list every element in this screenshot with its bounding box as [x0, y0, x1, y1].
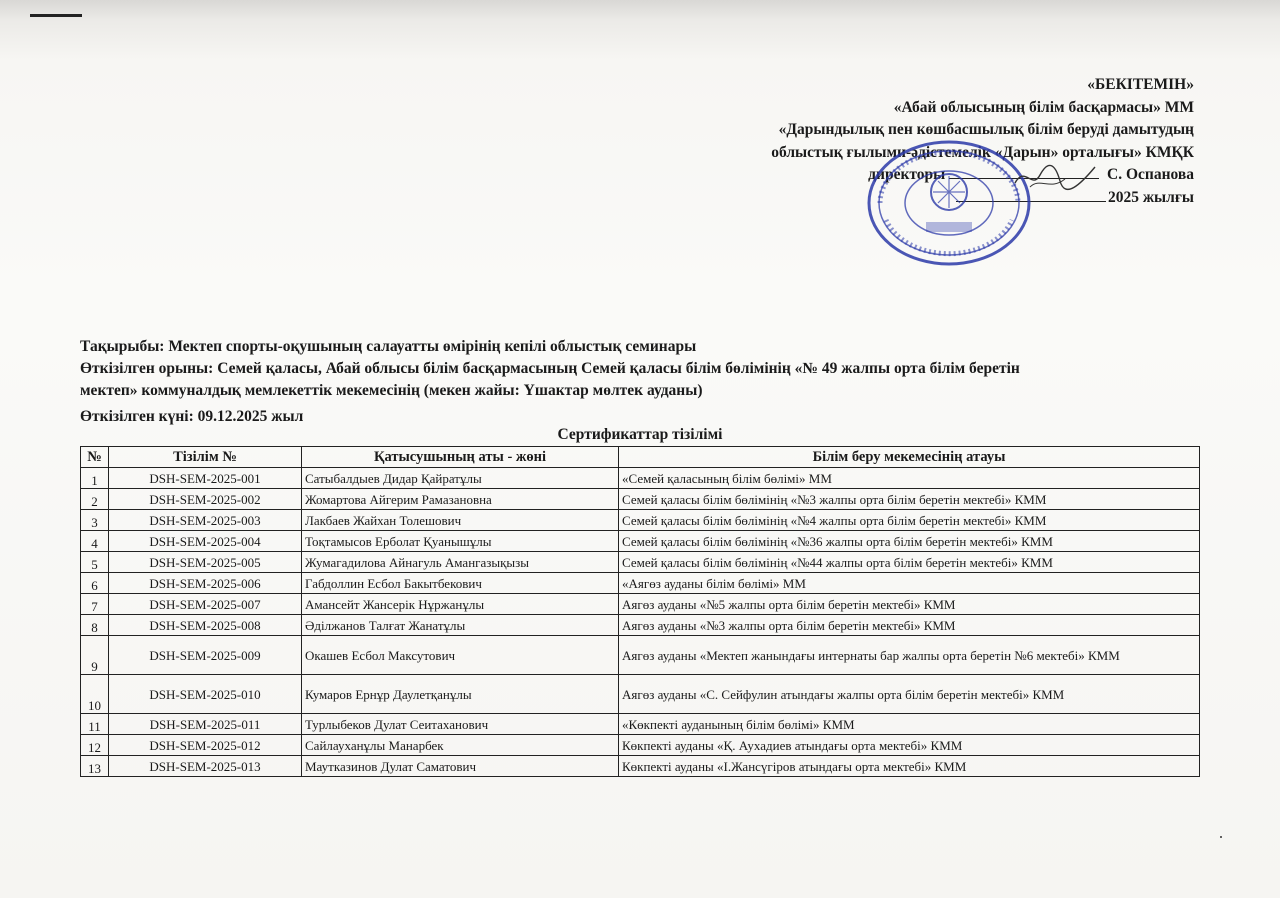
register-number: DSH-SEM-2025-013 [109, 756, 302, 777]
register-number: DSH-SEM-2025-008 [109, 615, 302, 636]
participant-name: Сайлауханұлы Манарбек [302, 735, 619, 756]
table-header-row [81, 447, 1200, 468]
table-row [81, 714, 1200, 735]
approval-center-line-2: облыстық ғылыми-әдістемелік «Дарын» орталығы» КМҚК [771, 143, 1194, 161]
table-title: Сертификаттар тізілімі [557, 426, 723, 443]
institution-name: «Көкпекті ауданының білім бөлімі» КММ [619, 714, 1200, 735]
institution-name: «Семей қаласының білім бөлімі» ММ [619, 468, 1200, 489]
official-stamp-icon [866, 140, 1032, 266]
row-number: 1 [81, 468, 109, 489]
col-header-institution: Білім беру мекемесінің атауы [619, 447, 1200, 468]
register-number: DSH-SEM-2025-009 [109, 636, 302, 675]
participant-name: Әділжанов Талғат Жанатұлы [302, 615, 619, 636]
director-label: директоры [868, 166, 946, 183]
table-row [81, 573, 1200, 594]
approval-center-line: «Дарындылық пен көшбасшылық білім беруді дамытудың [778, 121, 1194, 138]
table-row [81, 636, 1200, 675]
table-row [81, 756, 1200, 777]
register-number: DSH-SEM-2025-004 [109, 531, 302, 552]
row-number: 3 [81, 510, 109, 531]
participant-name: Сатыбалдыев Дидар Қайратұлы [302, 468, 619, 489]
participant-name: Габдоллин Есбол Бакытбекович [302, 573, 619, 594]
seminar-date: Өткізілген күні: 09.12.2025 жыл [80, 408, 304, 425]
institution-name: Семей қаласы білім бөлімінің «№44 жалпы орта білім беретін мектебі» КММ [619, 552, 1200, 573]
table-row [81, 552, 1200, 573]
seminar-venue: Өткізілген орыны: Семей қаласы, Абай облысы білім басқармасының Семей қаласы білім бөлімінің «№ 49 жалпы орта білім беретін [80, 360, 1020, 377]
register-number: DSH-SEM-2025-010 [109, 675, 302, 714]
table-row [81, 594, 1200, 615]
participant-name: Лакбаев Жайхан Толешович [302, 510, 619, 531]
participant-name: Кумаров Ернұр Даулетқанұлы [302, 675, 619, 714]
participant-name: Окашев Есбол Максутович [302, 636, 619, 675]
participant-name: Тоқтамысов Ерболат Қуанышұлы [302, 531, 619, 552]
register-number: DSH-SEM-2025-002 [109, 489, 302, 510]
col-header-register-no: Тізілім № [109, 447, 302, 468]
register-number: DSH-SEM-2025-003 [109, 510, 302, 531]
certificate-register-table [80, 446, 1200, 777]
register-number: DSH-SEM-2025-007 [109, 594, 302, 615]
institution-name: «Аягөз ауданы білім бөлімі» ММ [619, 573, 1200, 594]
institution-name: Семей қаласы білім бөлімінің «№36 жалпы орта білім беретін мектебі» КММ [619, 531, 1200, 552]
col-header-number: № [81, 447, 109, 468]
signer-name: С. Оспанова [1107, 166, 1194, 183]
table-row [81, 510, 1200, 531]
approval-heading: «БЕКІТЕМІН» [1087, 76, 1194, 93]
institution-name: Аягөз ауданы «№3 жалпы орта білім беретін мектебі» КММ [619, 615, 1200, 636]
approval-org-line: «Абай облысының білім басқармасы» ММ [893, 98, 1194, 116]
table-row [81, 531, 1200, 552]
table-row [81, 468, 1200, 489]
register-number: DSH-SEM-2025-011 [109, 714, 302, 735]
scan-artifact-line [30, 14, 82, 17]
participant-name: Маутказинов Дулат Саматович [302, 756, 619, 777]
handwritten-signature-icon [1010, 155, 1100, 195]
register-number: DSH-SEM-2025-001 [109, 468, 302, 489]
col-header-participant: Қатысушының аты - жөні [302, 447, 619, 468]
row-number: 2 [81, 489, 109, 510]
row-number: 12 [81, 735, 109, 756]
register-number: DSH-SEM-2025-005 [109, 552, 302, 573]
institution-name: Аягөз ауданы «№5 жалпы орта білім беретін мектебі» КММ [619, 594, 1200, 615]
register-number: DSH-SEM-2025-012 [109, 735, 302, 756]
table-row [81, 489, 1200, 510]
seminar-info [80, 336, 1190, 428]
participant-name: Жомартова Айгерим Рамазановна [302, 489, 619, 510]
row-number: 6 [81, 573, 109, 594]
institution-name: Семей қаласы білім бөлімінің «№4 жалпы орта білім беретін мектебі» КММ [619, 510, 1200, 531]
seminar-venue-cont: мектеп» коммуналдық мемлекеттік мекемесінің (мекен жайы: Үшактар мөлтек ауданы) [80, 382, 703, 399]
row-number: 5 [81, 552, 109, 573]
table-row [81, 735, 1200, 756]
row-number: 9 [81, 636, 109, 675]
row-number: 8 [81, 615, 109, 636]
scan-speck [1220, 836, 1222, 838]
table-row [81, 675, 1200, 714]
row-number: 7 [81, 594, 109, 615]
institution-name: Семей қаласы білім бөлімінің «№3 жалпы орта білім беретін мектебі» КММ [619, 489, 1200, 510]
institution-name: Аягөз ауданы «С. Сейфулин атындағы жалпы орта білім беретін мектебі» КММ [619, 675, 1200, 714]
participant-name: Жумагадилова Айнагуль Амангазықызы [302, 552, 619, 573]
institution-name: Көкпекті ауданы «І.Жансүгіров атындағы орта мектебі» КММ [619, 756, 1200, 777]
row-number: 11 [81, 714, 109, 735]
table-row [81, 615, 1200, 636]
row-number: 13 [81, 756, 109, 777]
participant-name: Турлыбеков Дулат Сеитаханович [302, 714, 619, 735]
institution-name: Аягөз ауданы «Мектеп жанындағы интернаты бар жалпы орта беретін №6 мектебі» КММ [619, 636, 1200, 675]
register-number: DSH-SEM-2025-006 [109, 573, 302, 594]
institution-name: Көкпекті ауданы «Қ. Аухадиев атындағы орта мектебі» КММ [619, 735, 1200, 756]
seminar-topic: Тақырыбы: Мектеп спорты-оқушының салауатты өмірінің кепілі облыстық семинары [80, 338, 697, 355]
year-label: 2025 жылғы [1107, 188, 1194, 206]
row-number: 10 [81, 675, 109, 714]
participant-name: Амансейт Жансерік Нұржанұлы [302, 594, 619, 615]
row-number: 4 [81, 531, 109, 552]
